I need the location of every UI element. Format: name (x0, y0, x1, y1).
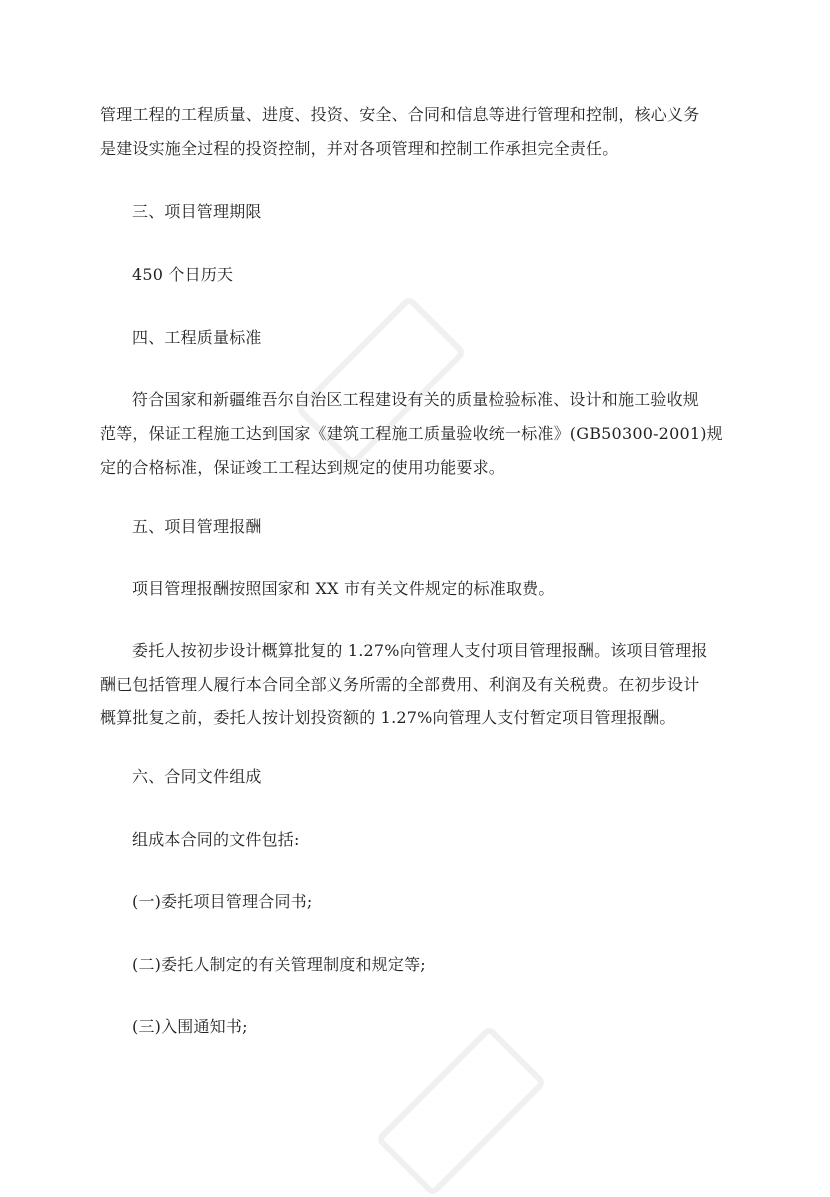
body-text-line: 符合国家和新疆维吾尔自治区工程建设有关的质量检验标准、设计和施工验收规 (132, 390, 700, 409)
list-item: (二)委托人制定的有关管理制度和规定等; (132, 955, 426, 974)
section-heading: 六、合同文件组成 (132, 767, 262, 786)
body-text-line: 概算批复之前，委托人按计划投资额的 1.27%向管理人支付暂定项目管理报酬。 (100, 708, 676, 727)
body-text-line: 管理工程的工程质量、进度、投资、安全、合同和信息等进行管理和控制，核心义务 (100, 105, 700, 124)
section-heading: 三、项目管理期限 (132, 202, 262, 221)
body-text-line: 范等，保证工程施工达到国家《建筑工程施工质量验收统一标准》(GB50300-2001)规 (100, 424, 723, 443)
body-text-line: 定的合格标准，保证竣工工程达到规定的使用功能要求。 (100, 458, 506, 477)
section-heading: 四、工程质量标准 (132, 328, 262, 347)
body-text-line: 是建设实施全过程的投资控制，并对各项管理和控制工作承担完全责任。 (100, 139, 619, 158)
body-text-line: 酬已包括管理人履行本合同全部义务所需的全部费用、利润及有关税费。在初步设计 (100, 675, 700, 694)
section-heading: 五、项目管理报酬 (132, 517, 262, 536)
body-text-line: 组成本合同的文件包括: (132, 830, 300, 849)
list-item: (三)入围通知书; (132, 1017, 248, 1036)
body-text-line: 委托人按初步设计概算批复的 1.27%向管理人支付项目管理报酬。该项目管理报 (132, 641, 708, 660)
watermark-mark (375, 1025, 548, 1197)
body-text-line: 项目管理报酬按照国家和 XX 市有关文件规定的标准取费。 (132, 579, 555, 598)
body-text-line: 450 个日历天 (132, 265, 234, 284)
list-item: (一)委托项目管理合同书; (132, 892, 313, 911)
